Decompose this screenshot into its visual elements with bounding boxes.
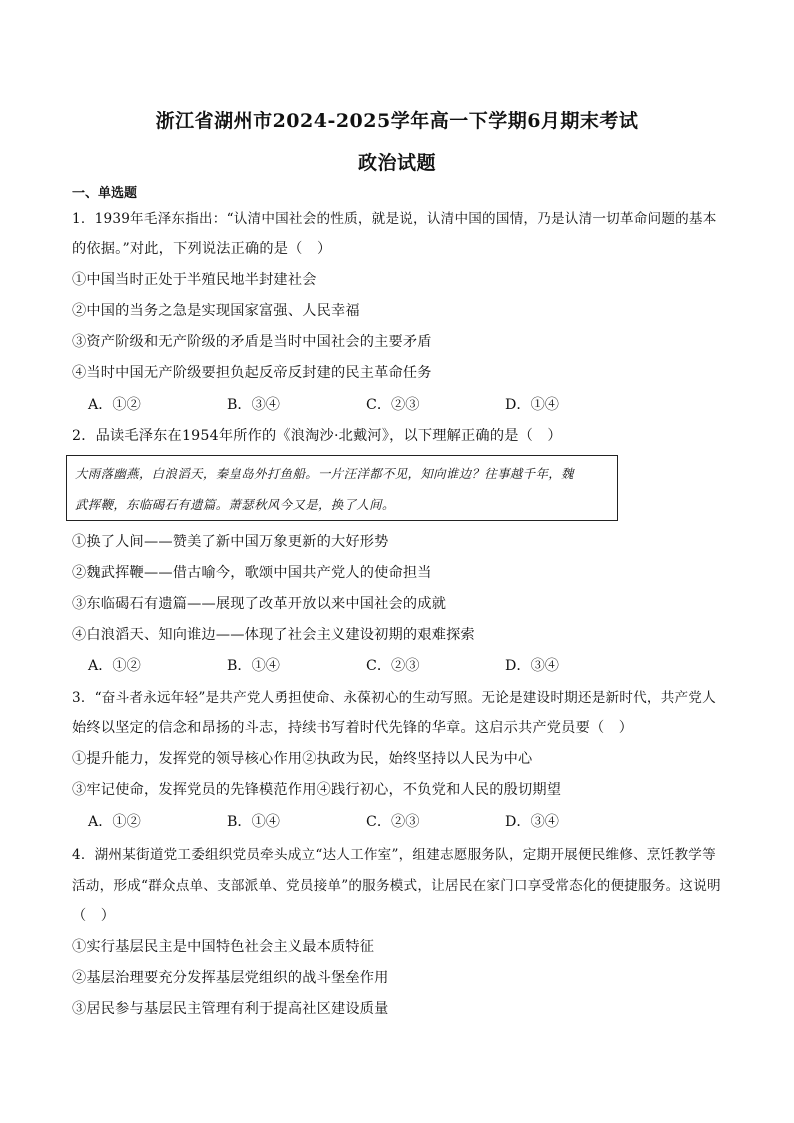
poem-box [66,455,618,521]
q1-option-c[interactable]: C．②③ [366,397,420,413]
q1-statement-1: ①中国当时正处于半殖民地半封建社会 [72,272,317,288]
q2-statement-1: ①换了人间——赞美了新中国万象更新的大好形势 [72,534,389,550]
q3-stem-line-2: 始终以坚定的信念和昂扬的斗志，持续书写着时代先锋的华章。这启示共产党员要（ ） [72,720,634,736]
q4-stem-line-2: 活动，形成“群众点单、支部派单、党员接单”的服务模式，让居民在家门口享受常态化的便捷服务。这说明 [72,878,721,894]
section-heading: 一、单选题 [72,186,138,201]
q2-option-b[interactable]: B．①④ [227,658,280,674]
q1-options [88,394,559,414]
q4-stem-line-1: 4．湖州某街道党工委组织党员牵头成立“达人工作室”，组建志愿服务队，定期开展便民维修、烹饪教学等 [72,847,716,863]
q2-statement-3: ③东临碣石有遗篇——展现了改革开放以来中国社会的成就 [72,596,447,612]
q4-statement-2: ②基层治理要充分发挥基层党组织的战斗堡垒作用 [72,970,389,986]
poem-line-1: 大雨落幽燕，白浪滔天，秦皇岛外打鱼船。一片汪洋都不见，知向谁边？往事越千年，魏 [75,466,574,481]
q3-option-c[interactable]: C．②③ [366,814,420,830]
q3-statements-1-2: ①提升能力，发挥党的领导核心作用②执政为民，始终坚持以人民为中心 [72,751,533,767]
q3-options [88,811,559,831]
q2-statement-4: ④白浪滔天、知向谁边——体现了社会主义建设初期的艰难探索 [72,627,475,643]
q3-stem-line-1: 3．“奋斗者永远年轻”是共产党人勇担使命、永葆初心的生动写照。无论是建设时期还是新时代，共产党人 [72,690,716,706]
q2-option-c[interactable]: C．②③ [366,658,420,674]
q4-stem-line-3: （ ） [72,908,116,924]
q1-statement-3: ③资产阶级和无产阶级的矛盾是当时中国社会的主要矛盾 [72,334,432,350]
q4-statement-3: ③居民参与基层民主管理有利于提高社区建设质量 [72,1001,389,1017]
q1-stem-line-2: 的依据。”对此，下列说法正确的是（ ） [72,241,332,257]
q1-statement-4: ④当时中国无产阶级要担负起反帝反封建的民主革命任务 [72,365,432,381]
q3-option-d[interactable]: D．③④ [505,814,559,830]
q1-statement-2: ②中国的当务之急是实现国家富强、人民幸福 [72,303,360,319]
q2-option-a[interactable]: A．①② [88,658,141,674]
q2-option-d[interactable]: D．③④ [505,658,559,674]
page-title: 浙江省湖州市2024-2025学年高一下学期6月期末考试 [155,110,639,132]
q3-option-b[interactable]: B．①④ [227,814,280,830]
poem-line-2: 武挥鞭，东临碣石有遗篇。萧瑟秋风今又是，换了人间。 [75,497,395,512]
q1-option-b[interactable]: B．③④ [227,397,280,413]
q3-option-a[interactable]: A．①② [88,814,141,830]
q2-statement-2: ②魏武挥鞭——借古喻今，歌颂中国共产党人的使命担当 [72,565,432,581]
page-subtitle: 政治试题 [357,152,436,174]
q2-options [88,655,559,675]
q1-option-d[interactable]: D．①④ [505,397,559,413]
q3-statements-3-4: ③牢记使命，发挥党员的先锋模范作用④践行初心，不负党和人民的殷切期望 [72,782,562,798]
q1-stem-line-1: 1．1939年毛泽东指出：“认清中国社会的性质，就是说，认清中国的国情，乃是认清一切革命问题的基本 [72,211,717,227]
q4-statement-1: ①实行基层民主是中国特色社会主义最本质特征 [72,939,375,955]
q2-stem: 2．品读毛泽东在1954年所作的《浪淘沙·北戴河》，以下理解正确的是（ ） [72,428,562,444]
q1-option-a[interactable]: A．①② [88,397,141,413]
